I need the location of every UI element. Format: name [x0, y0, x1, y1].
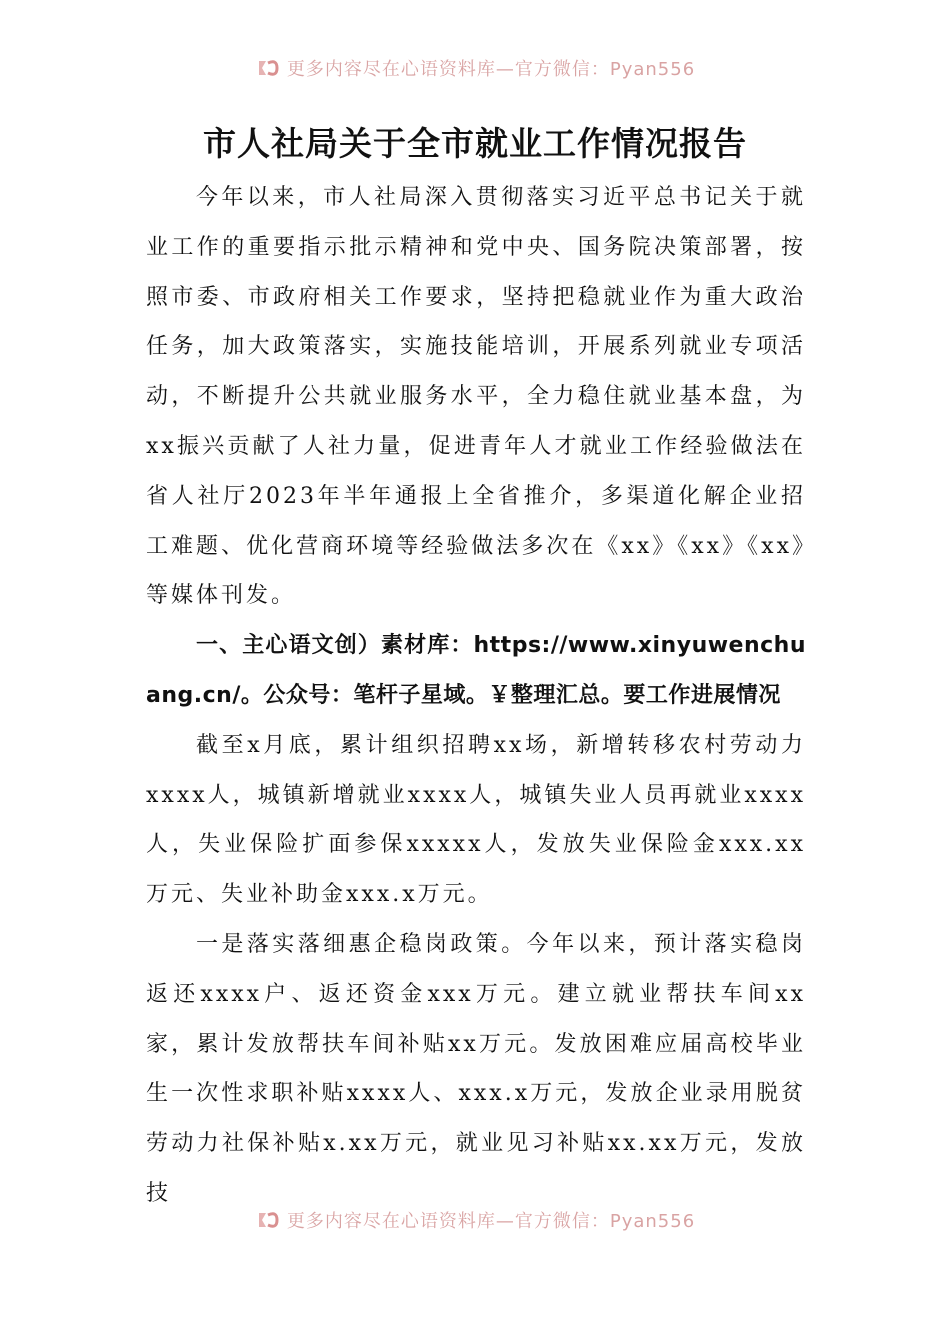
sc-logo-icon — [255, 57, 281, 79]
section-heading: 一、主心语文创）素材库：https://www.xinyuwenchuang.cn/。公众号：笔杆子星域。￥整理汇总。要工作进展情况 — [146, 633, 806, 708]
watermark-bottom — [0, 1206, 950, 1234]
watermark-text: 更多内容尽在心语资料库—官方微信：Pyan556 — [286, 1211, 696, 1232]
document-body — [146, 173, 806, 1219]
watermark-top — [0, 54, 950, 82]
paragraph-stats: 截至x月底，累计组织招聘xx场，新增转移农村劳动力xxxx人，城镇新增就业xxxx人，城镇失业人员再就业xxxx人，失业保险扩面参保xxxxx人，发放失业保险金xxx.xx万元、失业补助金xxx.x万元。 — [146, 732, 806, 908]
document-title: 市人社局关于全市就业工作情况报告 — [203, 124, 747, 163]
paragraph-policy: 一是落实落细惠企稳岗政策。今年以来，预计落实稳岗返还xxxx户、返还资金xxx万元。建立就业帮扶车间xx家，累计发放帮扶车间补贴xx万元。发放困难应届高校毕业生一次性求职补贴xxxx人、xxx.x万元，发放企业录用脱贫劳动力社保补贴x.xx万元，就业见习补贴xx.xx万元，发放技 — [146, 931, 806, 1206]
paragraph-intro: 今年以来，市人社局深入贯彻落实习近平总书记关于就业工作的重要指示批示精神和党中央、国务院决策部署，按照市委、市政府相关工作要求，坚持把稳就业作为重大政治任务，加大政策落实，实施技能培训，开展系列就业专项活动，不断提升公共就业服务水平，全力稳住就业基本盘，为xx振兴贡献了人社力量，促进青年人才就业工作经验做法在省人社厅2023年半年通报上全省推介，多渠道化解企业招工难题、优化营商环境等经验做法多次在《xx》《xx》《xx》等媒体刊发。 — [146, 185, 806, 609]
watermark-text: 更多内容尽在心语资料库—官方微信：Pyan556 — [286, 59, 696, 80]
sc-logo-icon — [255, 1209, 281, 1231]
